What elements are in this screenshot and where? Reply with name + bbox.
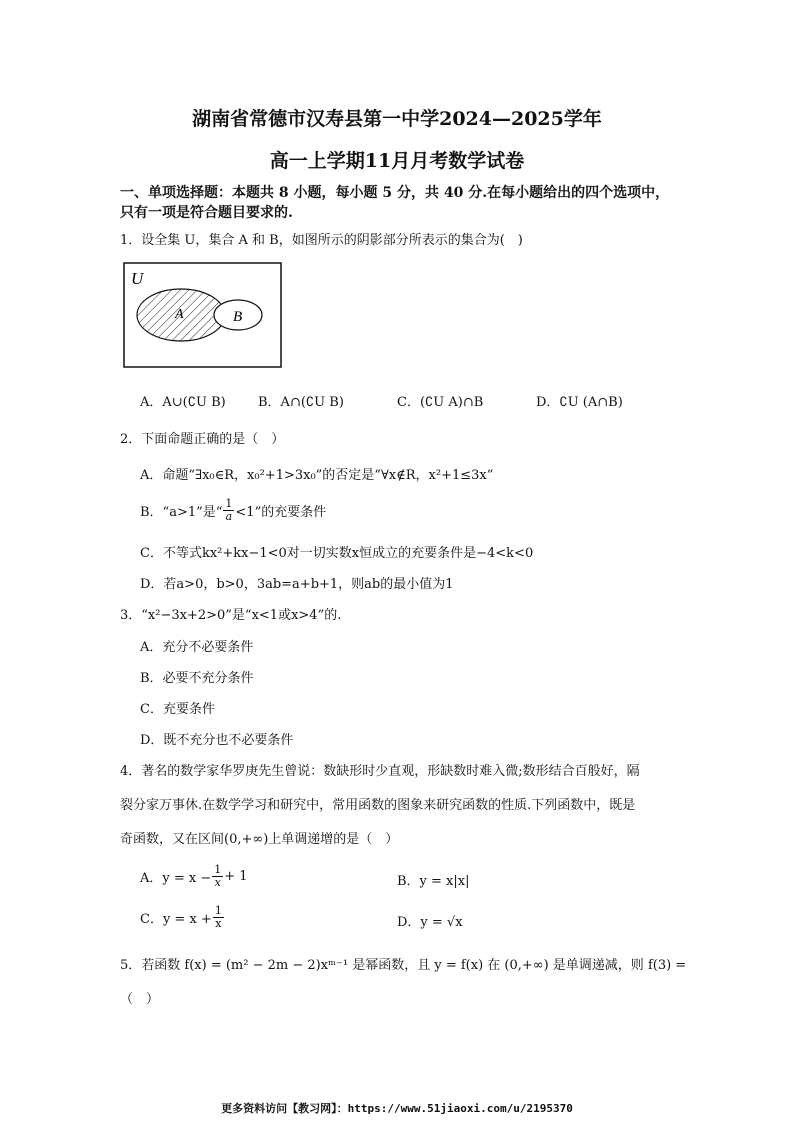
q1-option-c: C．(∁U A)∩B bbox=[397, 395, 484, 410]
q1-option-a: A．A∪(∁U B) bbox=[140, 395, 226, 410]
q4-a-pre: A．y = x − bbox=[140, 871, 212, 886]
label-u: U bbox=[131, 269, 144, 288]
q1-option-b: B．A∩(∁U B) bbox=[258, 395, 344, 410]
q2-option-d: D．若a>0，b>0，3ab=a+b+1，则ab的最小值为1 bbox=[140, 577, 454, 592]
q4-c-fraction bbox=[213, 905, 224, 930]
label-a: A bbox=[175, 307, 184, 322]
q1-option-d: D．∁U (A∩B) bbox=[536, 395, 623, 410]
q2-option-b-post: <1”的充要条件 bbox=[235, 505, 327, 520]
q2-frac-num: 1 bbox=[225, 497, 233, 510]
q3-option-b: B．必要不充分条件 bbox=[140, 671, 254, 686]
exam-title-line1: 湖南省常德市汉寿县第一中学2024—2025学年 bbox=[192, 108, 602, 130]
q2-option-b-pre: B．“a>1”是“ bbox=[140, 505, 223, 520]
q5-line2: （ ） bbox=[120, 992, 160, 1007]
q4-c-num: 1 bbox=[214, 904, 222, 917]
q4-line2: 裂分家万事休.在数学学习和研究中，常用函数的图象来研究函数的性质.下列函数中，既是 bbox=[120, 798, 636, 813]
q4-c-pre: C．y = x + bbox=[140, 912, 212, 927]
q2-option-c: C．不等式kx²+kx−1<0对一切实数x恒成立的充要条件是−4<k<0 bbox=[140, 546, 534, 561]
q2-option-a: A．命题“∃x₀∈R，x₀²+1>3x₀”的否定是“∀x∉R，x²+1≤3x” bbox=[140, 468, 494, 483]
venn-diagram bbox=[123, 262, 283, 368]
q4-a-num: 1 bbox=[214, 863, 222, 876]
exam-title-line2: 高一上学期11月月考数学试卷 bbox=[269, 150, 525, 172]
q1-stem: 1．设全集 U，集合 A 和 B，如图所示的阴影部分所表示的集合为( ) bbox=[120, 233, 523, 248]
q4-line3: 奇函数，又在区间(0,+∞)上单调递增的是（ ） bbox=[120, 832, 399, 847]
q4-option-d: D．y = √x bbox=[397, 915, 463, 930]
q2-fraction bbox=[223, 498, 234, 523]
q5-line1: 5．若函数 f(x) = (m² − 2m − 2)xᵐ⁻¹ 是幂函数，且 y = f(x) 在 (0,+∞) 是单调递减，则 f(3) = bbox=[120, 958, 687, 973]
q4-line1: 4．著名的数学家华罗庚先生曾说：数缺形时少直观，形缺数时难入微;数形结合百般好，隔 bbox=[120, 764, 640, 779]
q2-frac-den: a bbox=[225, 510, 233, 523]
q4-a-den: x bbox=[214, 876, 221, 889]
q4-option-b: B．y = x|x| bbox=[397, 874, 470, 889]
q4-a-fraction bbox=[212, 864, 223, 889]
footer-link[interactable]: 更多资料访问【教习网】：https://www.51jiaoxi.com/u/2195370 bbox=[221, 1102, 573, 1115]
q4-option-a bbox=[140, 864, 248, 889]
q3-option-a: A．充分不必要条件 bbox=[140, 640, 254, 655]
q3-option-d: D．既不充分也不必要条件 bbox=[140, 733, 294, 748]
q4-a-post: + 1 bbox=[224, 869, 248, 884]
q2-stem: 2．下面命题正确的是（ ） bbox=[120, 432, 285, 447]
q4-option-c bbox=[140, 905, 225, 930]
q2-option-b bbox=[140, 498, 326, 523]
q4-c-den: x bbox=[215, 917, 222, 930]
label-b: B bbox=[233, 309, 243, 325]
section-heading: 一、单项选择题：本题共 8 小题，每小题 5 分，共 40 分.在每小题给出的四个选项中，只有一项是符合题目要求的. bbox=[120, 185, 670, 221]
q3-option-c: C．充要条件 bbox=[140, 702, 215, 717]
q3-stem: 3．“x²−3x+2>0”是“x<1或x>4”的. bbox=[120, 608, 342, 623]
